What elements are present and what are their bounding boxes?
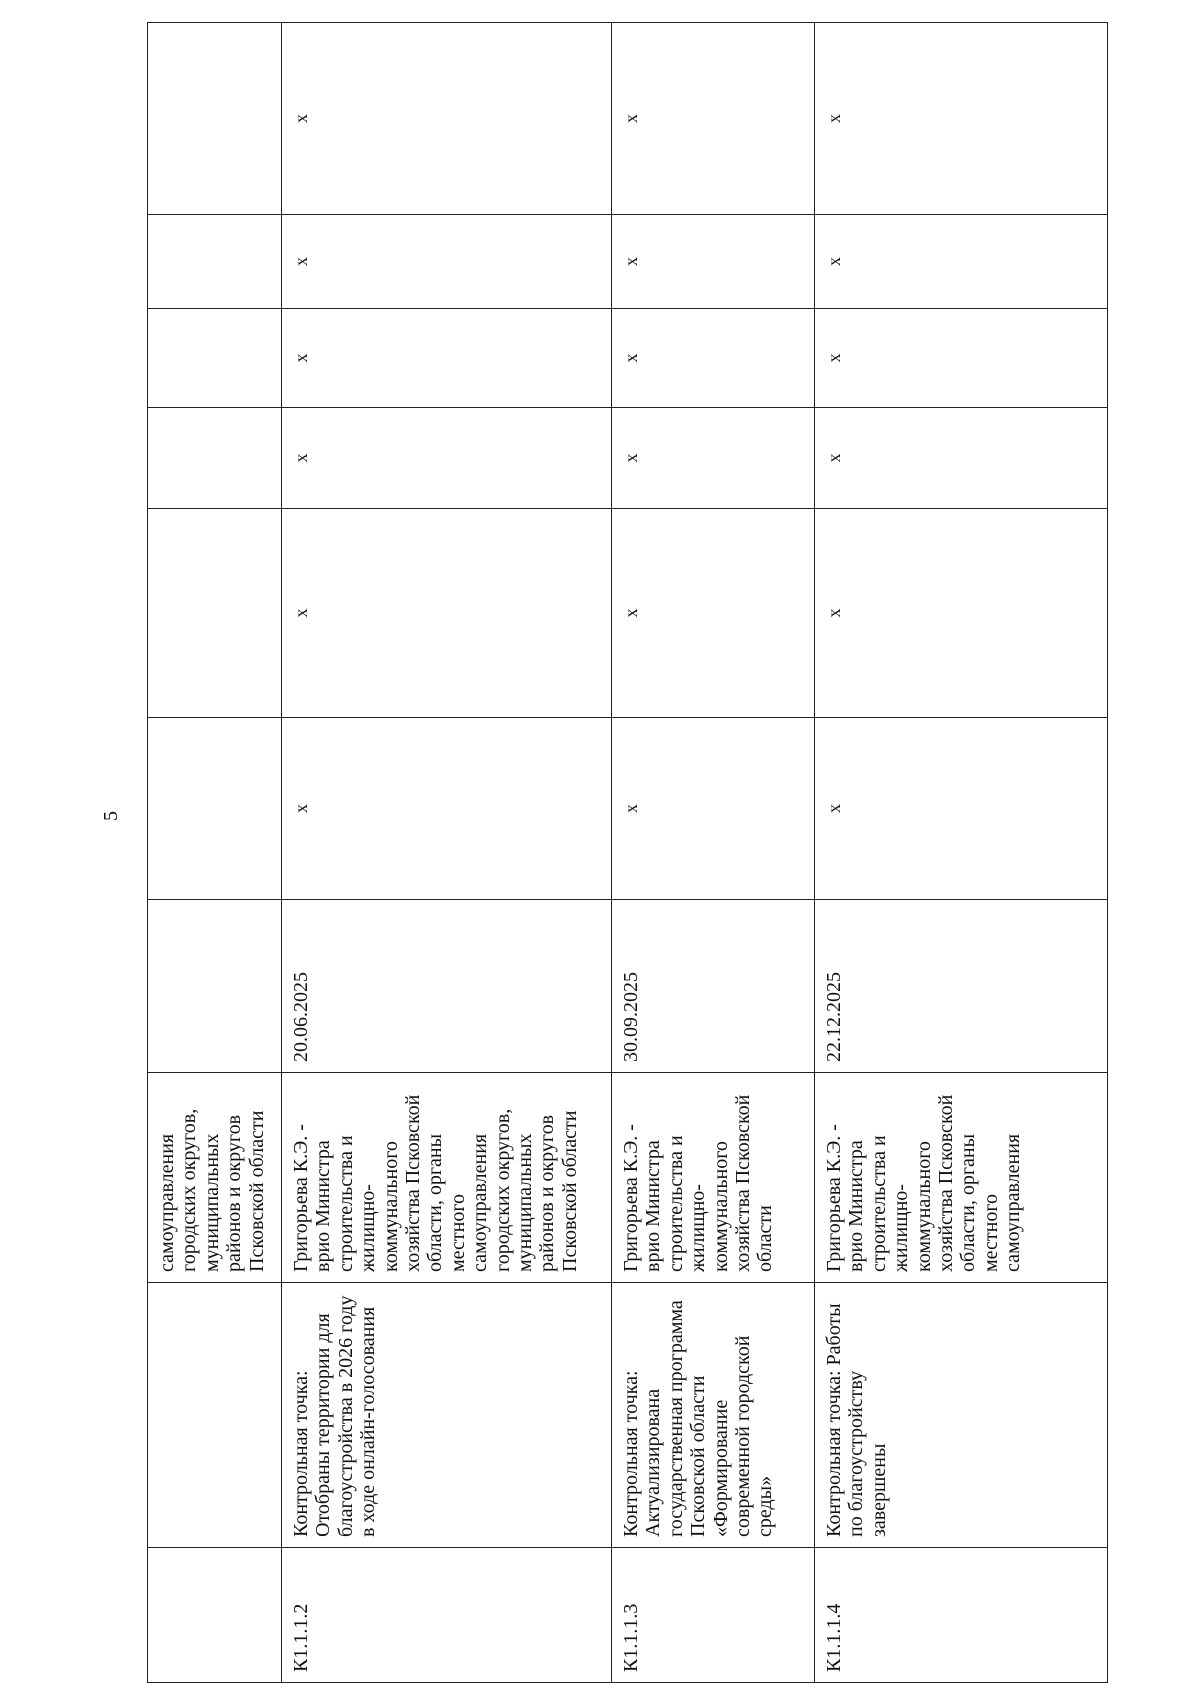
responsible-cell: Григорьева К.Э. - врио Министра строительства и жилищно-коммунального хозяйства Псковской области [612, 1073, 815, 1283]
code-cell: К1.1.1.4 [815, 1548, 1108, 1683]
name-cell: Контрольная точка: Отобраны территории для благоустройства в 2026 году в ходе онлайн-голосования [282, 1283, 612, 1548]
x-mark: x [621, 257, 641, 266]
responsible-cell: самоуправления городских округов, муниципальных районов и округов Псковской области [148, 1073, 282, 1283]
mark-cell [282, 309, 612, 408]
x-mark: x [621, 114, 641, 123]
name-cell: Контрольная точка: Работы по благоустройству завершены [815, 1283, 1108, 1548]
mark-cell [815, 23, 1108, 215]
mark-cell [612, 509, 815, 718]
mark-cell [612, 309, 815, 408]
mark-cell [612, 23, 815, 215]
mark-cell [282, 408, 612, 509]
table-row [282, 23, 612, 1683]
mark-cell [612, 718, 815, 900]
responsible-cell: Григорьева К.Э. - врио Министра строительства и жилищно-коммунального хозяйства Псковской области, органы местного самоуправления [815, 1073, 1108, 1283]
name-cell: Контрольная точка: Актуализирована государственная программа Псковской области «Формирование современной городской среды» [612, 1283, 815, 1548]
mark-cell [282, 509, 612, 718]
date-cell: 22.12.2025 [815, 900, 1108, 1073]
mark-cell [815, 509, 1108, 718]
code-cell [148, 1548, 282, 1683]
table-row-continuation [148, 23, 282, 1683]
mark-cell [815, 408, 1108, 509]
control-points-table [147, 22, 1108, 1683]
x-mark: x [291, 804, 311, 813]
mark-cell [815, 309, 1108, 408]
date-cell: 20.06.2025 [282, 900, 612, 1073]
x-mark: x [824, 257, 844, 266]
mark-cell [612, 215, 815, 309]
name-cell [148, 1283, 282, 1548]
x-mark: x [291, 608, 311, 618]
x-mark: x [291, 453, 311, 463]
x-mark: x [291, 353, 311, 363]
mark-cell [148, 215, 282, 309]
page-number: 5 [100, 811, 122, 821]
x-mark: x [824, 353, 844, 363]
mark-cell [148, 718, 282, 900]
x-mark: x [621, 608, 641, 618]
x-mark: x [824, 114, 844, 123]
mark-cell [282, 718, 612, 900]
code-cell: К1.1.1.3 [612, 1548, 815, 1683]
mark-cell [148, 509, 282, 718]
code-cell: К1.1.1.2 [282, 1548, 612, 1683]
date-cell: 30.09.2025 [612, 900, 815, 1073]
date-cell [148, 900, 282, 1073]
rotated-document [147, 23, 1107, 1683]
x-mark: x [621, 353, 641, 363]
x-mark: x [824, 608, 844, 618]
mark-cell [148, 309, 282, 408]
table-row [612, 23, 815, 1683]
x-mark: x [621, 453, 641, 463]
x-mark: x [824, 453, 844, 463]
responsible-cell: Григорьева К.Э. - врио Министра строительства и жилищно-коммунального хозяйства Псковской области, органы местного самоуправления городских округов, муниципальных районов и округов Псковской области [282, 1073, 612, 1283]
x-mark: x [621, 804, 641, 813]
mark-cell [148, 23, 282, 215]
mark-cell [282, 23, 612, 215]
mark-cell [815, 718, 1108, 900]
mark-cell [815, 215, 1108, 309]
x-mark: x [291, 114, 311, 123]
x-mark: x [291, 257, 311, 266]
x-mark: x [824, 804, 844, 813]
mark-cell [148, 408, 282, 509]
mark-cell [282, 215, 612, 309]
mark-cell [612, 408, 815, 509]
table-row [815, 23, 1108, 1683]
